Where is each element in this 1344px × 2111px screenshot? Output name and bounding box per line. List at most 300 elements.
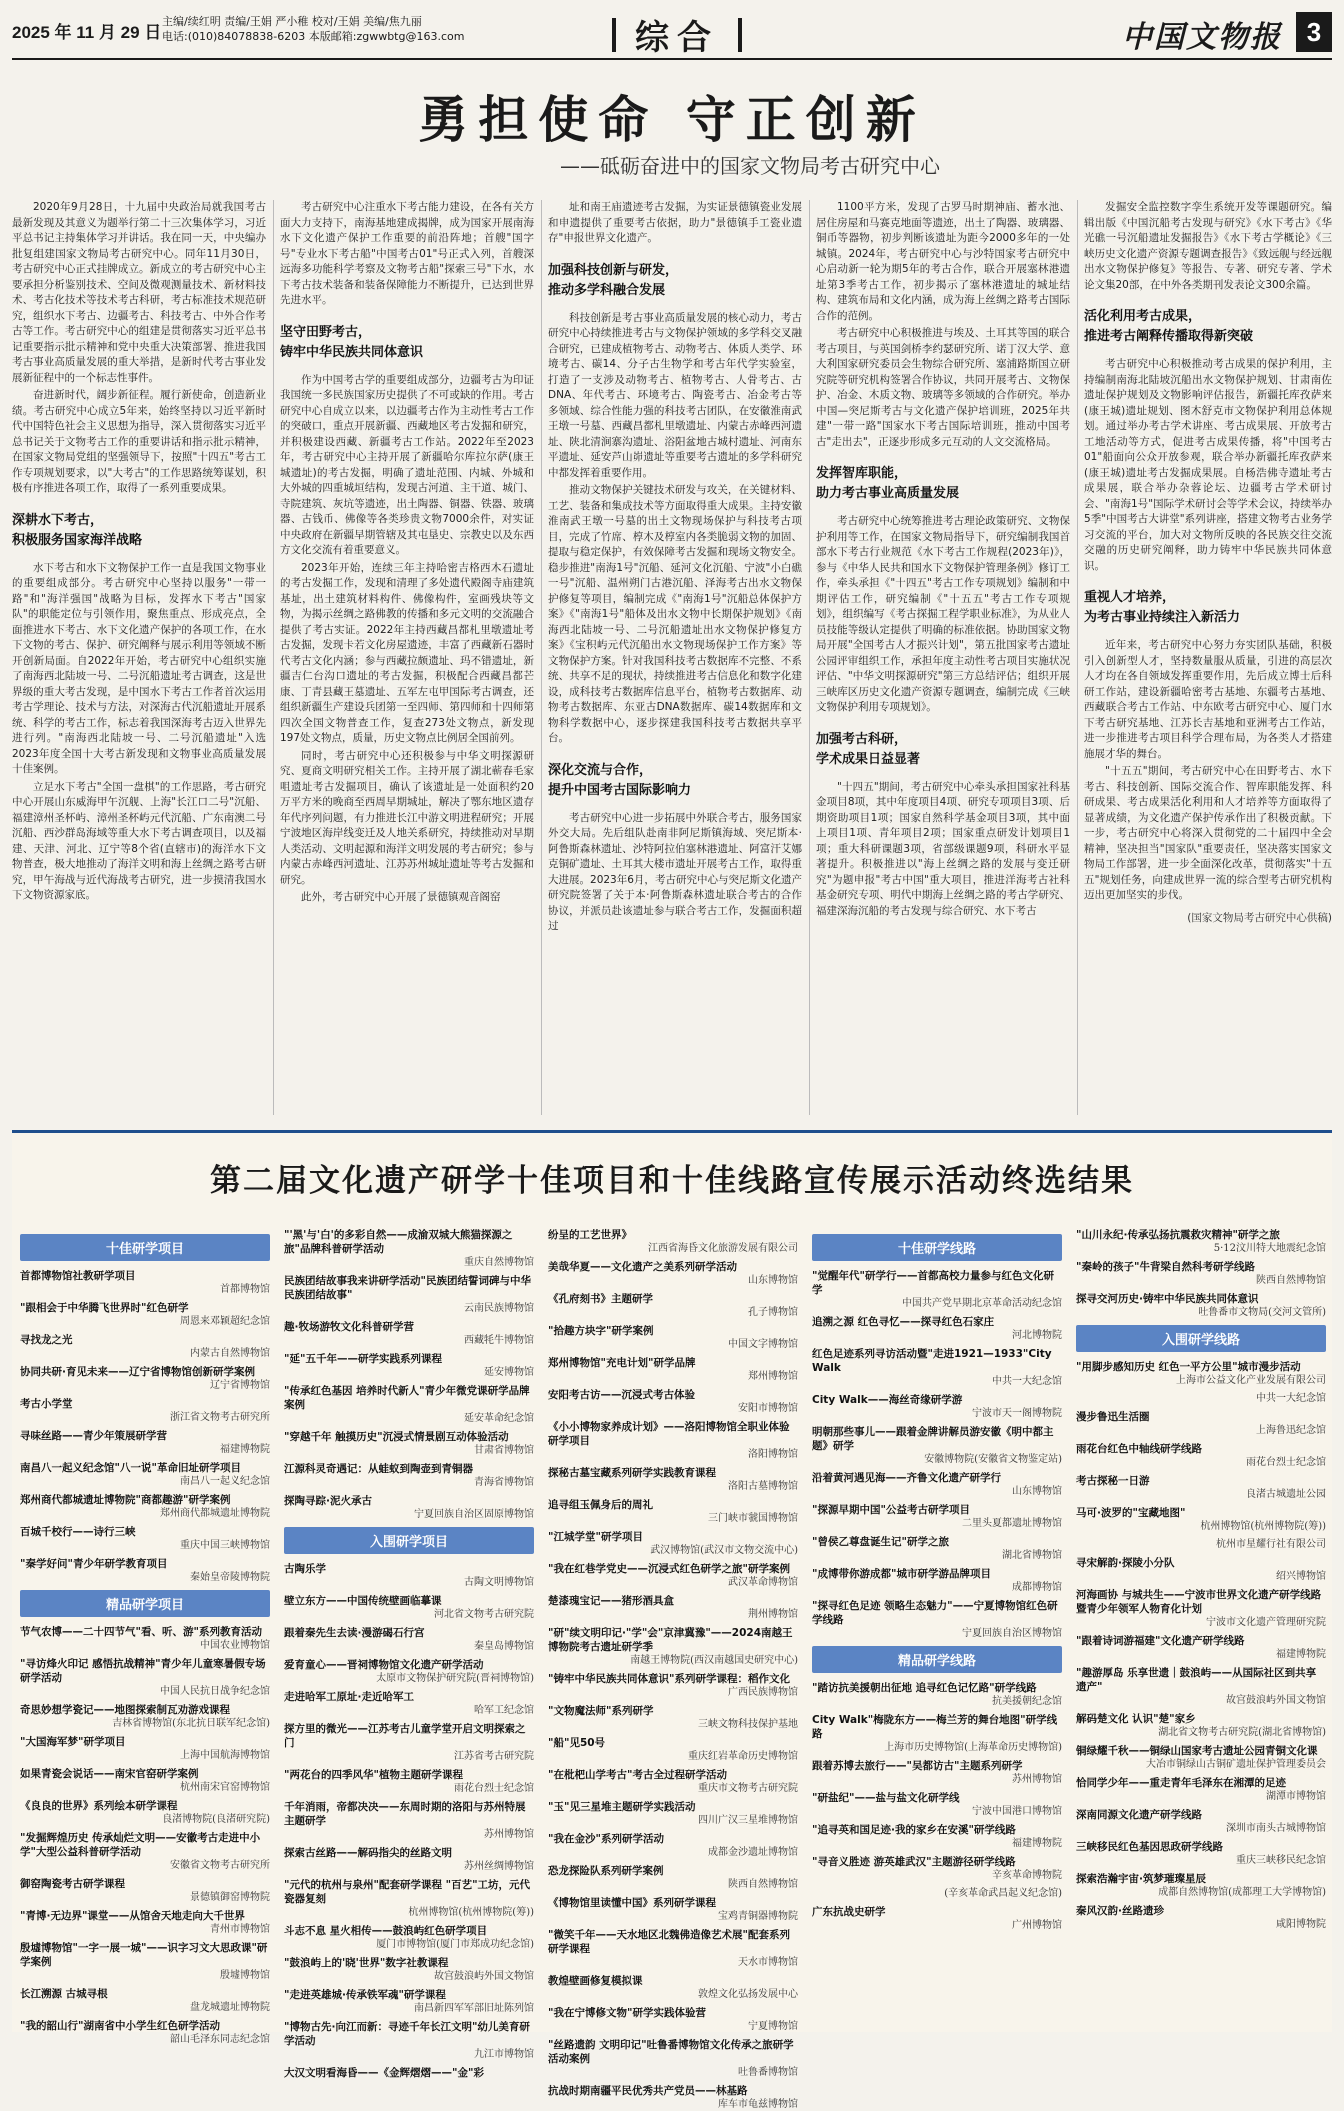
- entry-organization: 大冶市铜绿山古铜矿遗址保护管理委员会: [1146, 1759, 1326, 1770]
- result-entry: [20, 1301, 270, 1328]
- contact-line: 电话:(010)84078838-6203 本版邮箱:zgwwbtg@163.com: [162, 30, 465, 43]
- result-entry: [548, 1324, 798, 1351]
- category-heading: 入围研学项目: [284, 1527, 534, 1554]
- result-entry: [548, 1260, 798, 1287]
- entry-project-name: "文物魔法师"系列研学: [548, 1705, 654, 1717]
- result-entry: [1076, 1588, 1326, 1629]
- result-entry: [284, 2066, 534, 2080]
- entry-project-name: "山川永纪·传承弘扬抗震救灾精神"研学之旅: [1076, 1229, 1280, 1241]
- entry-project-name: 沿着黄河遇见海——齐鲁文化遗产研学行: [812, 1472, 1001, 1484]
- result-entry: [812, 1905, 1062, 1932]
- entry-project-name: "元代的杭州与泉州"配套研学课程 "百艺"工坊，元代瓷器复刻: [284, 1879, 531, 1905]
- result-entry: [1076, 1228, 1326, 1255]
- result-entry: [1076, 1260, 1326, 1287]
- entry-project-name: "我的韶山行"湖南省中小学生红色研学活动: [20, 2020, 220, 2032]
- entry-organization: 绍兴博物馆: [1276, 1571, 1326, 1582]
- entry-project-name: 探秘古墓宝藏系列研学实践教育课程: [548, 1467, 716, 1479]
- result-entry: [1076, 1392, 1326, 1405]
- entry-project-name: "走进英雄城·传承铁军魂"研学课程: [284, 1989, 446, 2001]
- body-paragraph: 同时，考古研究中心还积极参与中华文明探源研究、夏商文明研究相关工作。主持开展了湖北蕲春毛家咀遗址考古发掘项目，确认了该遗址是一处面积约20万平方米的晚商至西周早期城址，解决了鄂东地区遗存年代序列问题，有力推进长江中游文明进程研究；开展宁波地区海岸线变迁及人地关系研究，持续推动对早期人类活动、文明起源和海洋文明发展的考古研究；参与内蒙古赤峰西河遗址、江苏苏州城址遗址等考古发掘和研究。: [280, 749, 534, 886]
- result-entry: [548, 1864, 798, 1891]
- entry-project-name: 探寻交河历史·铸牢中华民族共同体意识: [1076, 1293, 1259, 1305]
- section-heading: 重视人才培养， 为考古事业持续注入新活力: [1084, 590, 1241, 625]
- result-entry: [284, 1722, 534, 1763]
- result-entry: [284, 1658, 534, 1685]
- result-entry: [284, 1594, 534, 1621]
- result-entry: [1076, 1666, 1326, 1707]
- entry-project-name: 寻味丝路——青少年策展研学营: [20, 1430, 167, 1442]
- result-entry: [548, 1466, 798, 1493]
- result-entry: [1076, 1744, 1326, 1771]
- section-name: 综合: [635, 17, 719, 58]
- entry-organization: 秦皇岛博物馆: [474, 1641, 534, 1652]
- entry-project-name: 斗志不息 星火相传——鼓浪屿红色研学项目: [284, 1925, 488, 1937]
- result-entry: [1076, 1410, 1326, 1437]
- issue-date: 2025 年 11 月 29 日: [12, 23, 162, 42]
- result-entry: [20, 1799, 270, 1826]
- entry-organization: 中国文字博物馆: [728, 1339, 798, 1350]
- body-paragraph: 考古研究中心积极推动考古成果的保护利用，主持编制南海北陆坡沉船出水文物保护规划、甘肃南佐遗址保护规划及文物影响评估报告，新疆托库孜萨来(康王城)遗址规划、图木舒克市文物保护利用总体规划。通过举办考古学术讲座、考古成果展、开放考古工地活动等方式，促进考古成果传播，将"中国考古01"船面向公众开放参观，联合举办新疆托库孜萨来(康王城)遗址考古发掘成果展。自杨浩佛寺遗址考古成果展，联合举办杂蓉论坛、边疆考古学术研讨会、"南海1号"国际学术研讨会等学术会议，持续举办5季"中国考古大讲堂"系列讲座，搭建文物考古业务学习交流的平台，加大对文物所反映的各民族交往交流交融的历史研究阐释，助力铸牢中华民族共同体意识。: [1084, 358, 1332, 572]
- entry-project-name: 长江溯源 古城寻根: [20, 1988, 108, 2000]
- entry-project-name: 探索浩瀚宇宙·筑梦璀璨星辰: [1076, 1873, 1206, 1885]
- body-paragraph: 考古研究中心积极推进与埃及、土耳其等国的联合考古项目，与英国剑桥李约瑟研究所、诺丁汉大学、意大利国家研究委员会生物综合研究所、塞浦路斯国立研究院等研究机构签署合作协议，共同开展考古、文物保护、冶金、木质文物、玻璃等多领域的合作研究。举办中国—突尼斯考古与文化遗产保护培训班，2025年共建"一带一路"国家水下考古国际培训班，推动中国考古"走出去"，正逐步形成多元互动的人文交流格局。: [816, 327, 1070, 448]
- entry-organization: 中国人民抗日战争纪念馆: [160, 1686, 270, 1697]
- entry-organization: 重庆自然博物馆: [464, 1257, 534, 1268]
- result-entry: [20, 1461, 270, 1488]
- entry-project-name: 抗战时期南疆平民优秀共产党员——林基路: [548, 2085, 748, 2097]
- result-entry: [284, 1690, 534, 1717]
- results-title: 第二届文化遗产研学十佳项目和十佳线路宣传展示活动终选结果: [210, 1163, 1134, 1199]
- column-divider: [541, 200, 542, 1115]
- entry-organization: 宝鸡青铜器博物院: [718, 1911, 798, 1922]
- category-heading: 精品研学项目: [20, 1590, 270, 1617]
- entry-organization: 浙江省文物考古研究所: [170, 1412, 270, 1423]
- entry-organization: 武汉博物馆(武汉市文物交流中心): [650, 1545, 798, 1556]
- entry-organization: 湖北省文物考古研究院(湖北省博物馆): [1158, 1727, 1326, 1738]
- body-paragraph: 近年来，考古研究中心努力夯实团队基础，积极引入创新型人才，坚持数量服从质量，引进的高层次人才均在各自领域发挥重要作用，先后成立博士后科研工作站，建设新疆哈密考古基地、东疆考古基地、西藏联合考古工作站、中东欧考古研究中心、厦门水下考古研究基地、江苏长吉基地和亚洲考古工作站，进一步推进考古项目科学合理布局，为各类人才搭建施展才华的舞台。: [1084, 639, 1332, 760]
- entry-project-name: "我在金沙"系列研学活动: [548, 1833, 664, 1845]
- entry-organization: 福建博物院: [220, 1444, 270, 1455]
- entry-project-name: 殷墟博物馆"一字一展一城"——识字习文大思政课"研学案例: [20, 1942, 268, 1968]
- entry-organization: 江西省海昏文化旅游发展有限公司: [648, 1243, 798, 1254]
- section-bar-right: [738, 18, 742, 52]
- result-entry: [548, 1928, 798, 1969]
- result-entry: [548, 1356, 798, 1383]
- entry-organization: (辛亥革命武昌起义纪念馆): [944, 1888, 1062, 1899]
- entry-organization: 中国共产党早期北京革命活动纪念馆: [902, 1298, 1062, 1309]
- entry-project-name: "博物古先·向江而新：寻迹千年长江文明"幼儿美育研学活动: [284, 2021, 530, 2047]
- entry-organization: 内蒙古自然博物馆: [190, 1348, 270, 1359]
- result-entry: [20, 1365, 270, 1392]
- entry-project-name: 协同共研·育见未来——辽宁省博物馆创新研学案例: [20, 1366, 255, 1378]
- entry-project-name: 安阳考古访——沉浸式考古体验: [548, 1389, 695, 1401]
- entry-project-name: 楚漆瑰宝记——猪形酒具盒: [548, 1595, 674, 1607]
- result-entry: [284, 1956, 534, 1983]
- entry-project-name: 解码楚文化 认识"楚"家乡: [1076, 1713, 1196, 1725]
- entry-organization: 良渚古城遗址公园: [1246, 1489, 1326, 1500]
- result-entry: [548, 1768, 798, 1795]
- entry-project-name: "铸牢中华民族共同体意识"系列研学课程：稻作文化: [548, 1673, 790, 1685]
- entry-project-name: 《良良的世界》系列绘本研学课程: [20, 1800, 178, 1812]
- entry-project-name: 百城千校行——诗行三峡: [20, 1526, 136, 1538]
- entry-organization: 三峡文物科技保护基地: [698, 1719, 798, 1730]
- result-entry: [548, 1704, 798, 1731]
- entry-project-name: 千年消雨，帝都决决——东周时期的洛阳与苏州特展主题研学: [284, 1801, 526, 1827]
- entry-organization: 南越王博物院(西汉南越国史研究中心): [630, 1655, 798, 1666]
- entry-project-name: 首都博物馆社教研学项目: [20, 1270, 136, 1282]
- entry-organization: 吐鲁番博物馆: [738, 2067, 798, 2078]
- entry-project-name: "成博带你游成都"城市研学游品牌项目: [812, 1568, 991, 1580]
- entry-project-name: 雨花台红色中轴线研学线路: [1076, 1443, 1202, 1455]
- result-entry: [20, 1831, 270, 1872]
- entry-organization: 福建博物院: [1276, 1649, 1326, 1660]
- entry-organization: 洛阳古墓博物馆: [728, 1481, 798, 1492]
- entry-project-name: 奇思妙想学瓷记——地图探索制瓦劝游戏课程: [20, 1704, 230, 1716]
- results-section: [12, 1130, 1332, 2110]
- entry-organization: 江苏省考古研究院: [454, 1751, 534, 1762]
- result-entry: [284, 1274, 534, 1315]
- entry-organization: 厦门市博物馆(厦门市郑成功纪念馆): [376, 1939, 534, 1950]
- body-paragraph: 作为中国考古学的重要组成部分，边疆考古为印证我国统一多民族国家历史提供了不可或缺的作用。考古研究中心自成立以来，以边疆考古作为主动性考古工作的突破口，重点开展新疆、西藏地区考古发掘和研究，并积极建设西藏、新疆考古工作站。2022年至2023年，考古研究中心主持开展了新疆哈尔库拉尔萨(康王城遗址)的考古发掘，明确了遗址范围、内城、外城和大外城的四重城垣结构，发现古河道、主干道、城门、寺院建筑、灰坑等遗迹，出土陶器、铜器、铁器、玻璃器、古钱币、佛像等各类珍贵文物7000余件，对实证中央政府在新疆早期管辖及其屯垦史、宗教史以及东西方文化交流有着重要意义。: [280, 373, 534, 556]
- entry-organization: 哈军工纪念馆: [474, 1705, 534, 1716]
- entry-project-name: "玉"见三星堆主题研学实践活动: [548, 1801, 696, 1813]
- result-entry: [284, 1320, 534, 1347]
- entry-organization: 盘龙城遗址博物院: [190, 2002, 270, 2013]
- entry-project-name: 爱育童心——晋祠博物馆文化遗产研学活动: [284, 1659, 484, 1671]
- entry-organization: 5·12汶川特大地震纪念馆: [1213, 1243, 1326, 1254]
- body-paragraph: 2020年9月28日，十九届中央政治局就我国考古最新发现及其意义为题举行第二十三次集体学习，习近平总书记主持集体学习并讲话。我在同一天，中央编办批复组建国家文物局考古研究中心。同年11月30日，考古研究中心正式挂牌成立。新成立的考古研究中心主要承担分析鉴别技术、空间及微观测量技术、新材料技术、考古化技术等技术考古科研，考古标准技术规范研究，组织水下考古、边疆考古、科技考古、中外合作考古等工作。考古研究中心的组建是贯彻落实习近平总书记重要指示批示精神和党中央重大决策部署、推进我国考古事业高质量发展的重大举措，是新时代考古事业发展新征程中的一个标志性事件。: [12, 201, 266, 384]
- entry-project-name: "踏访抗美援朝出征地 追寻红色记忆路"研学线路: [812, 1682, 1037, 1694]
- result-entry: [812, 1503, 1062, 1530]
- entry-organization: 杭州博物馆(杭州博物院(筹)): [408, 1907, 534, 1918]
- entry-project-name: "趣游厚岛 乐享世遗｜鼓浪屿——从国际社区到共享遗产": [1076, 1667, 1317, 1693]
- newspaper-logo: 中国文物报: [1122, 20, 1282, 55]
- result-entry: [20, 1909, 270, 1936]
- result-entry: [1076, 1712, 1326, 1739]
- section-heading: 深耕水下考古， 积极服务国家海洋战略: [12, 512, 143, 548]
- entry-organization: 甘肃省博物馆: [474, 1445, 534, 1456]
- article-byline: (国家文物局考古研究中心供稿): [1187, 911, 1332, 924]
- result-entry: [548, 1594, 798, 1621]
- body-paragraph: 奋进新时代，阔步新征程。履行新使命，创造新业绩。考古研究中心成立5年来，始终坚持以习近平新时代中国特色社会主义思想为指导，深入贯彻落实习近平总书记关于文物考古工作的重要讲话和指示批示精神，在国家文物局党组的坚强领导下，按照"十四五"考古工作专项规划要求，以"大考古"的工作思路统筹谋划，积极有序推进各项工作，取得了一系列重要成果。: [12, 389, 266, 494]
- section-heading: 活化利用考古成果， 推进考古阐释传播取得新突破: [1084, 309, 1254, 344]
- entry-organization: 安徽省文物考古研究所: [170, 1860, 270, 1871]
- entry-project-name: 郑州商代都城遗址博物院"商都趣游"研学案例: [20, 1494, 231, 1506]
- result-entry: [548, 1832, 798, 1859]
- entry-project-name: "大国海军梦"研学项目: [20, 1736, 126, 1748]
- entry-organization: 成都博物馆: [1012, 1582, 1062, 1593]
- result-entry: [1076, 1556, 1326, 1583]
- entry-project-name: "研盐纪"——盐与盐文化研学线: [812, 1792, 960, 1804]
- result-entry: [812, 1823, 1062, 1850]
- entry-organization: 延安博物馆: [484, 1367, 534, 1378]
- article-subtitle: ——砥砺奋进中的国家文物局考古研究中心: [560, 154, 940, 178]
- masthead: [12, 8, 1332, 60]
- entry-project-name: 美哉华夏——文化遗产之美系列研学活动: [548, 1261, 737, 1273]
- result-entry: [812, 1471, 1062, 1498]
- entry-project-name: 深南同源文化遗产研学线路: [1076, 1809, 1202, 1821]
- entry-project-name: 铜绿耀千秋——铜绿山国家考古遗址公园青铜文化课: [1076, 1745, 1318, 1757]
- result-entry: [20, 1557, 270, 1584]
- entry-organization: 青州市博物馆: [210, 1924, 270, 1935]
- result-entry: [20, 1657, 270, 1698]
- results-column-3: [548, 1228, 798, 2110]
- result-entry: [1076, 1442, 1326, 1469]
- entry-organization: 故宫鼓浪屿外国文物馆: [434, 1971, 534, 1982]
- entry-organization: 郑州商代都城遗址博物院: [160, 1508, 270, 1519]
- entry-project-name: 《博物馆里读懂中国》系列研学课程: [548, 1897, 716, 1909]
- entry-project-name: 寻宋解韵·探陵小分队: [1076, 1557, 1175, 1569]
- entry-organization: 重庆红岩革命历史博物馆: [688, 1751, 798, 1762]
- entry-organization: 吉林省博物馆(东北抗日联军纪念馆): [112, 1718, 270, 1729]
- entry-organization: 中共一大纪念馆: [1256, 1393, 1326, 1404]
- result-entry: [548, 1896, 798, 1923]
- entry-project-name: 探索古丝路——解码指尖的丝路文明: [284, 1847, 452, 1859]
- entry-organization: 南昌新四军军部旧址陈列馆: [414, 2003, 534, 2014]
- entry-organization: 广西民族博物馆: [728, 1687, 798, 1698]
- section-label: [612, 10, 742, 58]
- entry-organization: 杭州市星耀行社有限公司: [1216, 1539, 1326, 1550]
- category-heading: 入围研学线路: [1076, 1325, 1326, 1352]
- entry-project-name: "发掘辉煌历史 传承灿烂文明——安徽考古走进中小学"大型公益科普研学活动: [20, 1832, 261, 1858]
- result-entry: [284, 1228, 534, 1269]
- entry-project-name: "江城学堂"研学项目: [548, 1531, 643, 1543]
- entry-organization: 陕西自然博物馆: [728, 1879, 798, 1890]
- entry-organization: 敦煌文化弘扬发展中心: [698, 1989, 798, 2000]
- entry-project-name: 教煌壁画修复模拟课: [548, 1975, 643, 1987]
- result-entry: [284, 1924, 534, 1951]
- result-entry: [20, 1525, 270, 1552]
- results-column-5: [1076, 1228, 1326, 2028]
- article-column-4: [816, 200, 1070, 1115]
- result-entry: [548, 2038, 798, 2079]
- result-entry: [812, 1791, 1062, 1818]
- entry-organization: 宁波市文化遗产管理研究院: [1206, 1617, 1326, 1628]
- entry-organization: 中国农业博物馆: [200, 1640, 270, 1651]
- entry-organization: 故宫鼓浪屿外国文物馆: [1226, 1695, 1326, 1706]
- column-divider: [809, 200, 810, 1115]
- body-paragraph: 发掘安全监控数字孪生系统开发等课题研究。编辑出版《中国沉船考古发现与研究》《水下考古》《华光礁一号沉船遗址发掘报告》《水下考古学概论》《三峡历史文化遗产资源专题调查报告》《致远舰与经远舰出水文物保护修复》等报告、专著、研究专著、学术论文集20部，在中外各类期刊发表论文300余篇。: [1084, 201, 1332, 291]
- entry-organization: 苏州丝绸博物馆: [464, 1861, 534, 1872]
- entry-organization: 安徽博物院(安徽省文物鉴定站): [924, 1454, 1062, 1465]
- entry-project-name: City Walk——海丝奇缘研学游: [812, 1394, 963, 1406]
- entry-project-name: "青博·无边界"课堂——从馆舍天地走向大千世界: [20, 1910, 245, 1922]
- entry-organization: 景德镇御窑博物院: [190, 1892, 270, 1903]
- entry-organization: 湖北省博物馆: [1002, 1550, 1062, 1561]
- entry-organization: 上海鲁迅纪念馆: [1256, 1425, 1326, 1436]
- body-paragraph: 1100平方米，发现了古罗马时期神庙、蓄水池、居住房屋和马赛克地面等遗迹，出土了陶器、玻璃器、铜币等器物，初步判断该遗址为距今2000多年的一处城镇。2024年，考古研究中心与沙特国家考古研究中心启动新一轮为期5年的考古合作，联合开展塞林港遗址第3季考古工作，初步揭示了塞林港遗址的城址结构、建筑布局和文化内涵，成为海上丝绸之路考古国际合作的范例。: [816, 201, 1070, 322]
- entry-project-name: 纷呈的工艺世界》: [548, 1229, 632, 1241]
- entry-project-name: 恐龙探险队系列研学案例: [548, 1865, 664, 1877]
- entry-organization: 宁夏博物馆: [748, 2021, 798, 2032]
- entry-organization: 孔子博物馆: [748, 1307, 798, 1318]
- entry-project-name: 红色足迹系列寻访活动暨"走进1921—1933"City Walk: [812, 1348, 1052, 1374]
- entry-project-name: 寻找龙之光: [20, 1334, 73, 1346]
- entry-organization: 苏州博物馆: [1012, 1774, 1062, 1785]
- entry-project-name: 探陶寻踪·泥火承古: [284, 1495, 372, 1507]
- section-heading: 加强科技创新与研发， 推动多学科融合发展: [548, 262, 679, 298]
- entry-organization: 重庆市文物考古研究院: [698, 1783, 798, 1794]
- category-heading: 十佳研学项目: [20, 1234, 270, 1261]
- article-column-2: [280, 200, 534, 1115]
- result-entry: [1076, 1506, 1326, 1533]
- entry-project-name: 御窑陶瓷考古研学课程: [20, 1878, 125, 1890]
- result-entry: [20, 1397, 270, 1424]
- body-paragraph: 考古研究中心统筹推进考古理论政策研究、文物保护利用等工作，在国家文物局指导下，研究编制我国首部水下考古行业规范《水下考古工作规程(2023年)》，参与《中华人民共和国水下文物保护管理条例》修订工作，牵头承担《"十四五"考古工作专项规划》编制和中期评估工作，研究编制《"十五五"考古工作专项规划》，组织编写《考古探掘工程学职业标准》，为从业人员技能等级认定提供了明确的标准依据。协助国家文物局开展"全国考古人才振兴计划"，第五批国家考古遗址公园评审组织工作，承担年度主动性考古项目实施状况评估、"中华文明探源研究"第三方总结评估；组织开展三峡库区历史文化遗产资源专题调查，编制完成《三峡文物保护利用专项规划》。: [816, 515, 1070, 713]
- entry-project-name: "寻访烽火印记 感悟抗战精神"青少年儿童寒暑假专场研学活动: [20, 1658, 266, 1684]
- result-entry: [20, 1429, 270, 1456]
- entry-project-name: "丝路遗韵 文明印记"吐鲁番博物馆文化传承之旅研学活动案例: [548, 2039, 794, 2065]
- result-entry: [548, 1562, 798, 1589]
- entry-organization: 上海中国航海博物馆: [180, 1750, 270, 1761]
- entry-organization: 青海省博物馆: [474, 1477, 534, 1488]
- result-entry: [20, 1333, 270, 1360]
- entry-project-name: "我在宁博修文物"研学实践体验营: [548, 2007, 706, 2019]
- result-entry: [812, 1269, 1062, 1310]
- result-entry: [20, 1493, 270, 1520]
- entry-project-name: 江源科灵奇遇记：从蛙蚁到陶壶到青铜器: [284, 1463, 473, 1475]
- entry-organization: 库车市龟兹博物馆: [718, 2099, 798, 2110]
- entry-organization: 广州博物馆: [1012, 1920, 1062, 1931]
- entry-project-name: "觉醒年代"研学行——首都高校力量参与红色文化研学: [812, 1270, 1054, 1296]
- result-entry: [284, 1878, 534, 1919]
- section-bar-left: [612, 18, 616, 52]
- entry-project-name: "曾侯乙尊盘诞生记"研学之旅: [812, 1536, 949, 1548]
- entry-organization: 韶山毛泽东同志纪念馆: [170, 2034, 270, 2045]
- entry-organization: 西藏牦牛博物馆: [464, 1335, 534, 1346]
- article-column-5: [1084, 200, 1332, 1115]
- entry-organization: 宁夏回族自治区固原博物馆: [414, 1509, 534, 1520]
- entry-project-name: "探源早期中国"公益考古研学项目: [812, 1504, 970, 1516]
- entry-organization: 太原市文物保护研究院(晋祠博物馆): [376, 1673, 534, 1684]
- entry-organization: 宁波市天一阁博物院: [972, 1408, 1062, 1419]
- result-entry: [812, 1759, 1062, 1786]
- result-entry: [284, 1430, 534, 1457]
- entry-organization: 上海市公益文化产业发展有限公司: [1176, 1375, 1326, 1386]
- entry-project-name: "跟相会于中华腾飞世界时"红色研学: [20, 1302, 189, 1314]
- body-paragraph: "十五五"期间，考古研究中心在田野考古、水下考古、科技创新、国际交流合作、智库职能发挥、科研成果、考古成果活化利用和人才培养等方面取得了显著成绩，为文化遗产保护传承作出了积极贡献。下一步，考古研究中心将深入贯彻党的二十届四中全会精神，坚决担当"国家队"重要责任，坚决落实国家文物局工作部署，进一步全面深化改革，贯彻落实"十五五"规划任务，向建成世界一流的综合型考古研究机构迈出更加坚实的步伐。: [1084, 765, 1332, 901]
- result-entry: [812, 1425, 1062, 1466]
- result-entry: [284, 1494, 534, 1521]
- body-paragraph: "十四五"期间，考古研究中心牵头承担国家社科基金项目8项，其中年度项目4项、研究专项项目3项、后期资助项目1项；国家自然科学基金项目3项，其中面上项目1项、青年项目2项；国家重点研发计划项目1项；重大科研课题3项，省部级课题9项，科研水平显著提升。积极推进以"海上丝绸之路的发展与变迁研究"为题申报"考古中国"重大项目，推进洋海考古社科基金研究专项、明代中期海上丝绸之路的考古学研究、福建深海沉船的考古发现与综合研究、水下考古: [816, 780, 1070, 917]
- entry-organization: 南昌八一起义纪念馆: [180, 1476, 270, 1487]
- result-entry: [20, 1703, 270, 1730]
- entry-project-name: "穿越千年 触摸历史"沉浸式情景剧互动体验活动: [284, 1431, 509, 1443]
- results-column-2: [284, 1228, 534, 2079]
- result-entry: [812, 1535, 1062, 1562]
- entry-project-name: "船"见50号: [548, 1737, 606, 1749]
- result-entry: [812, 1681, 1062, 1708]
- entry-project-name: "'黑'与'白'的多彩自然——成渝双城大熊猫探源之旅"品牌科普研学活动: [284, 1229, 513, 1255]
- entry-project-name: 马可·波罗的"宝藏地图": [1076, 1507, 1186, 1519]
- article-body: [12, 200, 1332, 1115]
- result-entry: [284, 1800, 534, 1841]
- body-paragraph: 此外，考古研究中心开展了景德镇观音阁窑: [301, 891, 501, 903]
- category-heading: 十佳研学线路: [812, 1234, 1062, 1261]
- result-entry: [548, 1736, 798, 1763]
- entry-project-name: 大汉文明看海昏——《金辉熠熠——"金"彩: [284, 2067, 484, 2079]
- entry-project-name: "秦岭的孩子"牛背梁自然科考研学线路: [1076, 1261, 1255, 1273]
- entry-organization: 云南民族博物馆: [464, 1303, 534, 1314]
- article-column-1: [12, 200, 266, 1115]
- entry-project-name: 走进哈军工原址·走近哈军工: [284, 1691, 414, 1703]
- entry-organization: 良渚博物院(良渚研究院): [162, 1814, 270, 1825]
- entry-project-name: "寻音义胜迹 游英雄武汉"主题游径研学线路: [812, 1856, 1016, 1868]
- result-entry: [548, 1672, 798, 1699]
- entry-project-name: 漫步鲁迅生活圈: [1076, 1411, 1150, 1423]
- entry-organization: 山东博物馆: [748, 1275, 798, 1286]
- entry-organization: 抗美援朝纪念馆: [992, 1696, 1062, 1707]
- entry-project-name: "追寻英和国足迹·我的家乡在安溪"研学线路: [812, 1824, 1016, 1836]
- entry-organization: 雨花台烈士纪念馆: [454, 1783, 534, 1794]
- entry-project-name: 《小小博物家养成计划》——洛阳博物馆全职业体验研学项目: [548, 1421, 790, 1447]
- result-entry: [20, 1941, 270, 1982]
- entry-organization: 古陶文明博物馆: [464, 1577, 534, 1588]
- entry-project-name: 古陶乐学: [284, 1563, 326, 1575]
- entry-project-name: 河海画协 与城共生——宁波市世界文化遗产研学线路暨青少年领军人物育化计划: [1076, 1589, 1322, 1615]
- result-entry: [20, 1735, 270, 1762]
- result-entry: [812, 1855, 1062, 1882]
- result-entry: [284, 1626, 534, 1653]
- result-entry: [548, 1388, 798, 1415]
- result-entry: [1076, 1292, 1326, 1319]
- section-heading: 深化交流与合作， 提升中国考古国际影响力: [548, 762, 692, 798]
- result-entry: [284, 1768, 534, 1795]
- result-entry: [812, 1567, 1062, 1594]
- result-entry: [1076, 1634, 1326, 1661]
- entry-project-name: 秦风汉韵·丝路遗珍: [1076, 1905, 1164, 1917]
- result-entry: [812, 1887, 1062, 1900]
- entry-organization: 天水市博物馆: [738, 1957, 798, 1968]
- result-entry: [284, 2020, 534, 2061]
- entry-organization: 重庆三峡移民纪念馆: [1236, 1855, 1326, 1866]
- result-entry: [284, 1462, 534, 1489]
- entry-project-name: "拾趣方块字"研学案例: [548, 1325, 654, 1337]
- entry-organization: 辽宁省博物馆: [210, 1380, 270, 1391]
- entry-organization: 深圳市南头古城博物馆: [1226, 1823, 1326, 1834]
- section-heading: 坚守田野考古， 铸牢中华民族共同体意识: [280, 324, 424, 360]
- entry-project-name: "跟着诗词游福建"文化遗产研学线路: [1076, 1635, 1245, 1647]
- result-entry: [284, 1988, 534, 2015]
- result-entry: [548, 1498, 798, 1525]
- article-title: 勇担使命 守正创新: [418, 90, 926, 149]
- entry-organization: 吐鲁番市文物局(交河文管所): [1198, 1307, 1326, 1318]
- result-entry: [1076, 1840, 1326, 1867]
- body-paragraph: 立足水下考古"全国一盘棋"的工作思路，考古研究中心开展山东威海甲午沉舰、上海"长江口二号"沉船、福建漳州圣杯屿、漳州圣杯屿元代沉船、广东南澳二号沉船、西沙群岛海域等重大水下考古调查项目，以及福建、天津、河北、辽宁等8个省(直辖市)的海洋水下文物普查，极大地推动了海洋文明和海上丝绸之路考古研究，甲午海战与近代海战考古研究，进一步摸清我国水下文物资源家底。: [12, 780, 266, 901]
- entry-organization: 陕西自然博物馆: [1256, 1275, 1326, 1286]
- result-entry: [548, 1228, 798, 1255]
- entry-organization: 周恩来邓颖超纪念馆: [180, 1316, 270, 1327]
- entry-organization: 宁夏回族自治区博物馆: [962, 1628, 1062, 1639]
- result-entry: [284, 1384, 534, 1425]
- section-heading: 发挥智库职能， 助力考古事业高质量发展: [816, 466, 960, 501]
- body-paragraph: 考古研究中心注重水下考古能力建设，在各有关方面大力支持下，南海基地建成揭牌，成为国家开展南海水下文化遗产保护工作重要的前沿阵地；首艘"国字号"专业水下考古船"中国考古01"号正式入列，首艘深远海多功能科学考察及文物考古船"探索三号"下水，水下考古技术装备和装备保障能力不断提升，已达到世界先进水平。: [280, 201, 534, 306]
- result-entry: [548, 1800, 798, 1827]
- entry-project-name: 明朝那些事儿——跟着金牌讲解员游安徽《明中都主题》研学: [812, 1426, 1054, 1452]
- result-entry: [1076, 1776, 1326, 1803]
- result-entry: [284, 1562, 534, 1589]
- entry-project-name: "鼓浪屿上的'晓'世界"数字社教课程: [284, 1957, 449, 1969]
- entry-project-name: 如果青瓷会说话——南宋官窑研学案例: [20, 1768, 199, 1780]
- result-entry: [1076, 1872, 1326, 1899]
- entry-organization: 九江市博物馆: [474, 2049, 534, 2060]
- entry-organization: 杭州博物馆(杭州博物院(筹)): [1200, 1521, 1326, 1532]
- result-entry: [20, 1877, 270, 1904]
- entry-project-name: 节气农博——二十四节气"看、听、游"系列教育活动: [20, 1626, 262, 1638]
- entry-organization: 宁波中国港口博物馆: [972, 1806, 1062, 1817]
- results-column-1: [20, 1228, 270, 2045]
- body-paragraph: 2023年开始，连续三年主持哈密吉格西木石遗址的考古发掘工作，发现和清理了多处遗代殿阁寺庙建筑基址，出土建筑材料构件、佛像构件，室画残块等文物，为揭示丝绸之路佛教的传播和多元文明的交流融合提供了考古实证。2022年主持西藏昌都札里墩遗址考古发掘，发现卡若文化房屋遗迹，丰富了西藏新石器时代考古文化内涵；参与西藏拉颇遗址、玛不错遗址，新疆吉仁台沟口遗址的考古发掘，积极配合西藏昌都芒康、丁青县藏王墓遗址、五军左屯甲国际考古调查，还组织新疆生产建设兵团第一至四师、第四师和十四师第四次全国文物普查工作，复查273处文物点，新发现197处文物点，质量，历史文物点比例居全国前列。: [280, 561, 534, 744]
